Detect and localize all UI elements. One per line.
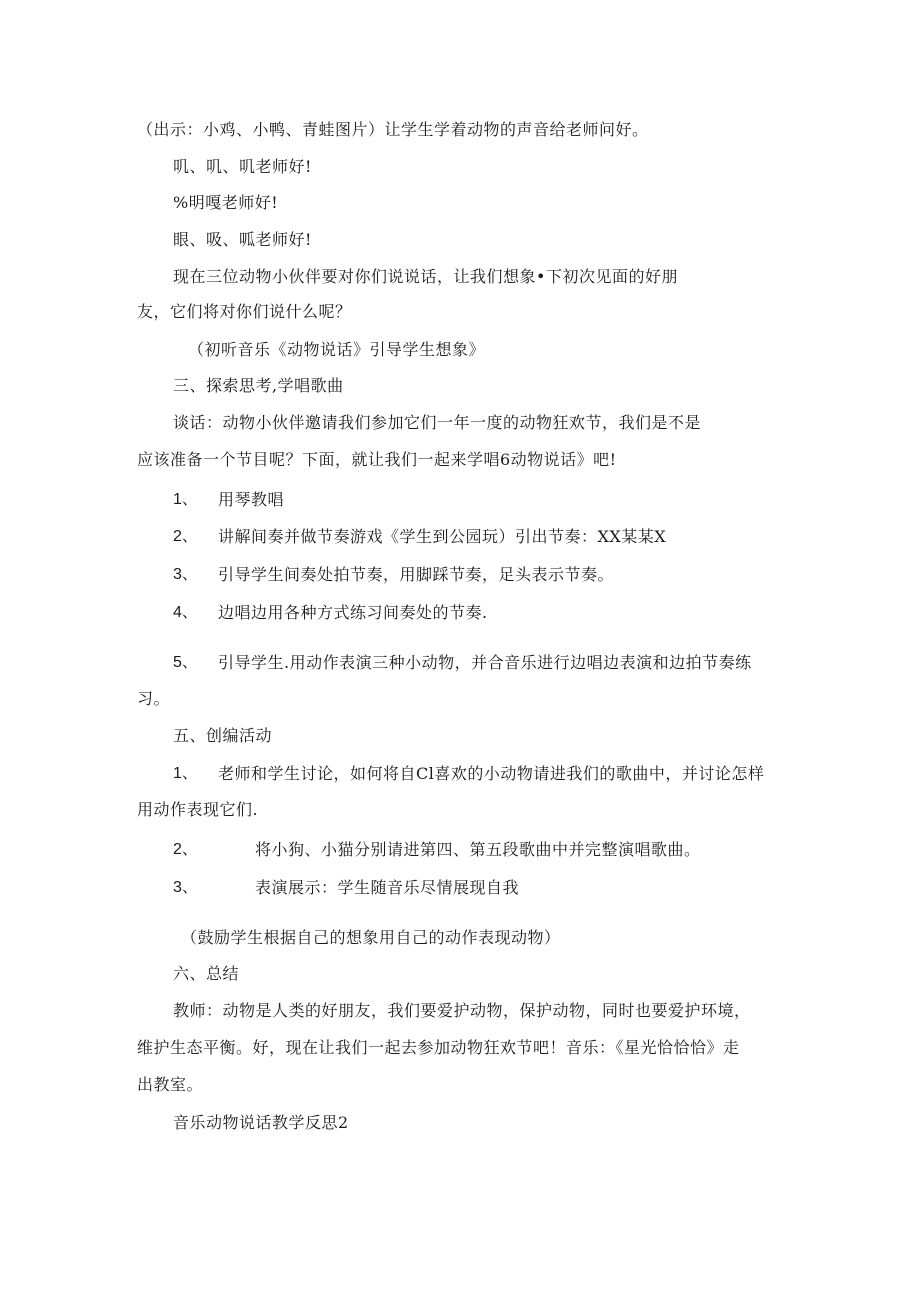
list-item-number: 3、 bbox=[173, 879, 198, 896]
paragraph-line: 谈话：动物小伙伴邀请我们参加它们一年一度的动物狂欢节，我们是不是 bbox=[173, 413, 702, 432]
paragraph-line: 现在三位动物小伙伴要对你们说说话，让我们想象•下初次见面的好朋 bbox=[173, 267, 678, 286]
greeting-duck: %明嘎老师好! bbox=[173, 193, 279, 212]
paragraph-line: 应该准备一个节目呢？下面，就让我们一起来学唱6动物说话》吧! bbox=[137, 450, 617, 469]
paragraph-line: 教师：动物是人类的好朋友，我们要爱护动物，保护动物，同时也要爱护环境， bbox=[173, 1001, 751, 1020]
encouragement-note: （鼓励学生根据自己的想象用自己的动作表现动物） bbox=[181, 928, 561, 947]
paragraph-line: 维护生态平衡。好，现在让我们一起去参加动物狂欢节吧！音乐：《星光恰恰恰》走 bbox=[137, 1038, 740, 1057]
list-item-text: 边唱边用各种方式练习间奏处的节奏. bbox=[218, 603, 488, 622]
greeting-frog: 眼、吸、呱老师好! bbox=[173, 230, 312, 249]
intro-line: （出示：小鸡、小鸭、青蛙图片）让学生学着动物的声音给老师问好。 bbox=[137, 120, 649, 139]
list-item-text: 用琴教唱 bbox=[218, 490, 285, 509]
list-item-text: 讲解间奏并做节奏游戏《学生到公园玩）引出节奏：XX某某X bbox=[218, 527, 667, 546]
section-heading: 六、总结 bbox=[173, 964, 240, 983]
paragraph-line: 友，它们将对你们说什么呢？ bbox=[137, 302, 352, 321]
list-item-number: 3、 bbox=[173, 566, 198, 583]
section-heading: 五、创编活动 bbox=[173, 726, 273, 745]
list-item-number: 2、 bbox=[173, 841, 198, 858]
list-item-number: 1、 bbox=[173, 765, 198, 782]
list-item-number: 5、 bbox=[173, 654, 198, 671]
list-item-text: 引导学生.用动作表演三种小动物，并合音乐进行边唱边表演和边拍节奏练 bbox=[218, 653, 752, 672]
list-item-number: 2、 bbox=[173, 528, 198, 545]
music-note-line: （初听音乐《动物说话》引导学生想象》 bbox=[188, 340, 486, 359]
greeting-chick: 叽、叽、叽老师好! bbox=[173, 157, 312, 176]
list-item-text: 将小狗、小猫分别请进第四、第五段歌曲中并完整演唱歌曲。 bbox=[255, 840, 701, 859]
list-item-number: 1、 bbox=[173, 491, 198, 508]
list-item-continuation: 习。 bbox=[137, 689, 171, 708]
list-item-text: 表演展示：学生随音乐尽情展现自我 bbox=[255, 878, 520, 897]
list-item-text: 引导学生间奏处拍节奏，用脚踩节奏，足头表示节奏。 bbox=[218, 565, 615, 584]
paragraph-line: 出教室。 bbox=[137, 1075, 204, 1094]
next-section-title: 音乐动物说话教学反思2 bbox=[173, 1113, 349, 1132]
list-item-continuation: 用动作表现它们. bbox=[137, 800, 259, 819]
list-item-number: 4、 bbox=[173, 604, 198, 621]
list-item-text: 老师和学生讨论，如何将自Cl喜欢的小动物请进我们的歌曲中，并讨论怎样 bbox=[218, 764, 765, 783]
section-heading: 三、探索思考,学唱歌曲 bbox=[173, 376, 344, 395]
